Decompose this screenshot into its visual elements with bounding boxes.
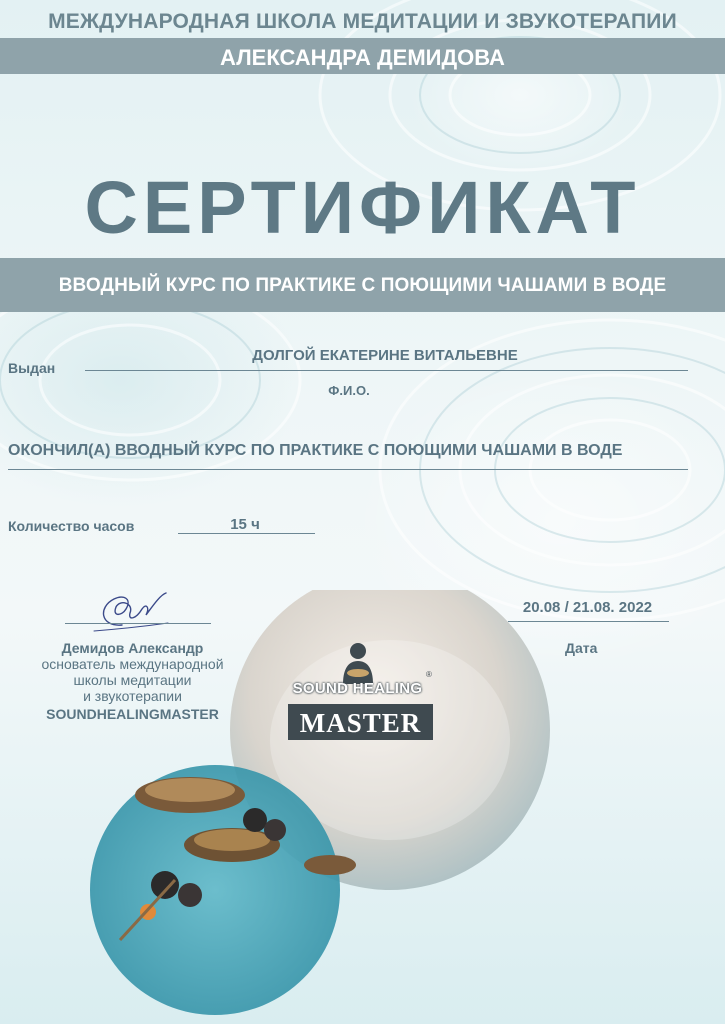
recipient-name: ДОЛГОЙ ЕКАТЕРИНЕ ВИТАЛЬЕВНЕ xyxy=(252,347,518,364)
signer-brand: SOUNDHEALINGMASTER xyxy=(46,706,219,722)
signer-role-line3: и звукотерапии xyxy=(83,688,182,704)
school-name-banner: АЛЕКСАНДРА ДЕМИДОВА xyxy=(0,38,725,74)
course-dates: 20.08 / 21.08. 2022 xyxy=(522,599,653,616)
recipient-underline xyxy=(85,370,688,371)
completion-statement: ОКОНЧИЛ(А) ВВОДНЫЙ КУРС ПО ПРАКТИКЕ С ПОЮЩИМИ ЧАШАМИ В ВОДЕ xyxy=(8,442,623,459)
sound-healing-master-logo xyxy=(280,640,435,746)
course-banner: ВВОДНЫЙ КУРС ПО ПРАКТИКЕ С ПОЮЩИМИ ЧАШАМИ В ВОДЕ xyxy=(0,258,725,312)
logo-text-master: MASTER xyxy=(288,704,433,740)
issued-label: Выдан xyxy=(8,360,56,376)
date-label: Дата xyxy=(565,640,598,656)
hours-underline xyxy=(178,533,315,534)
hours-value: 15 ч xyxy=(230,516,260,533)
school-name-line1: МЕЖДУНАРОДНАЯ ШКОЛА МЕДИТАЦИИ И ЗВУКОТЕРАПИИ xyxy=(48,10,677,33)
signer-name: Демидов Александр xyxy=(61,640,204,656)
hours-label: Количество часов xyxy=(8,518,135,534)
fio-caption: Ф.И.О. xyxy=(328,383,370,398)
logo-text-sound-healing: SOUND HEALING xyxy=(292,680,423,697)
registered-mark: ® xyxy=(426,670,432,679)
signer-role-line1: основатель международной xyxy=(41,656,224,672)
completion-underline xyxy=(8,469,688,470)
signer-role-line2: школы медитации xyxy=(73,672,192,688)
certificate-title: СЕРТИФИКАТ xyxy=(84,166,641,249)
